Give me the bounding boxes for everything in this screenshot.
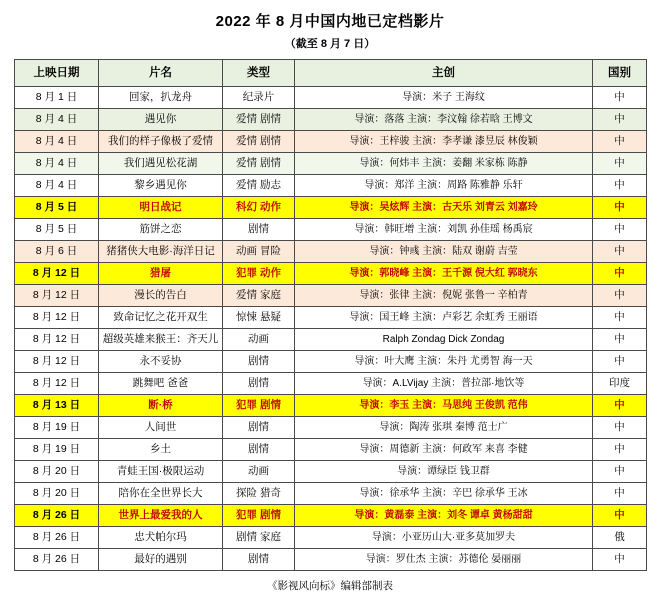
cell-date: 8 月 26 日 [15, 549, 99, 571]
cell-crew: 导演：郭晓峰 主演：王千源 倪大红 郭晓东 [295, 263, 593, 285]
cell-country: 中 [593, 461, 647, 483]
cell-film-name: 乡土 [99, 439, 223, 461]
cell-genre: 剧情 [223, 439, 295, 461]
table-row [15, 527, 647, 549]
page-subtitle: （截至 8 月 7 日） [284, 38, 376, 50]
cell-country: 中 [593, 285, 647, 307]
cell-film-name: 陪你在全世界长大 [99, 483, 223, 505]
cell-crew: 导演：张律 主演：倪妮 张鲁一 辛柏青 [295, 285, 593, 307]
cell-film-name: 忠犬帕尔玛 [99, 527, 223, 549]
cell-date: 8 月 4 日 [15, 153, 99, 175]
cell-country: 中 [593, 87, 647, 109]
cell-crew: 导演：郑洋 主演：周路 陈雅静 乐轩 [295, 175, 593, 197]
cell-crew: 导演：何炜丰 主演：姜翻 米家栋 陈静 [295, 153, 593, 175]
cell-film-name: 筋饼之恋 [99, 219, 223, 241]
cell-genre: 剧情 [223, 373, 295, 395]
cell-country: 中 [593, 153, 647, 175]
cell-genre: 动画 [223, 329, 295, 351]
cell-crew: 导演：钟彧 主演：陆双 谢蔚 吉莹 [295, 241, 593, 263]
column-header-type: 类型 [223, 60, 295, 87]
cell-crew: 导演：王梓骏 主演：李孝谦 漆昱辰 林俊颖 [295, 131, 593, 153]
cell-genre: 惊悚 悬疑 [223, 307, 295, 329]
cell-date: 8 月 12 日 [15, 307, 99, 329]
cell-country: 中 [593, 175, 647, 197]
cell-genre: 剧情 [223, 417, 295, 439]
table-row [15, 175, 647, 197]
cell-film-name: 跳舞吧 爸爸 [99, 373, 223, 395]
cell-film-name: 永不妥协 [99, 351, 223, 373]
table-row [15, 307, 647, 329]
table-row [15, 351, 647, 373]
cell-date: 8 月 12 日 [15, 263, 99, 285]
column-header-country: 国别 [593, 60, 647, 87]
cell-date: 8 月 13 日 [15, 395, 99, 417]
cell-film-name: 猪猪侠大电影·海洋日记 [99, 241, 223, 263]
cell-film-name: 断·桥 [99, 395, 223, 417]
cell-date: 8 月 26 日 [15, 527, 99, 549]
cell-film-name: 超级英雄来猴王：齐天儿 [99, 329, 223, 351]
cell-film-name: 黎乡遇见你 [99, 175, 223, 197]
cell-genre: 剧情 [223, 219, 295, 241]
cell-crew: 导演：谭绿臣 钱卫群 [295, 461, 593, 483]
cell-country: 中 [593, 197, 647, 219]
cell-crew: 导演：落落 主演：李汶翰 徐若晗 王博文 [295, 109, 593, 131]
cell-crew: 导演：罗仕杰 主演：苏德伦 晏丽丽 [295, 549, 593, 571]
cell-film-name: 我们遇见松花湖 [99, 153, 223, 175]
cell-date: 8 月 4 日 [15, 109, 99, 131]
cell-genre: 爱情 剧情 [223, 153, 295, 175]
cell-date: 8 月 12 日 [15, 285, 99, 307]
table-row [15, 329, 647, 351]
cell-country: 印度 [593, 373, 647, 395]
cell-date: 8 月 12 日 [15, 351, 99, 373]
page-title: 2022 年 8 月中国内地已定档影片 [215, 13, 445, 30]
cell-film-name: 我们的样子像极了爱情 [99, 131, 223, 153]
cell-crew: 导演：叶大鹰 主演：朱丹 尤勇智 海一天 [295, 351, 593, 373]
cell-crew: 导演：米子 王海纹 [295, 87, 593, 109]
cell-date: 8 月 20 日 [15, 483, 99, 505]
cell-genre: 动画 冒险 [223, 241, 295, 263]
cell-country: 中 [593, 351, 647, 373]
cell-date: 8 月 4 日 [15, 131, 99, 153]
cell-film-name: 致命记忆之花开双生 [99, 307, 223, 329]
cell-genre: 爱情 家庭 [223, 285, 295, 307]
table-row [15, 241, 647, 263]
cell-country: 中 [593, 307, 647, 329]
table-row [15, 417, 647, 439]
table-row [15, 505, 647, 527]
cell-crew: 导演：吴炫辉 主演：古天乐 刘青云 刘嘉玲 [295, 197, 593, 219]
cell-film-name: 青蛙王国·极限运动 [99, 461, 223, 483]
column-header-crew: 主创 [295, 60, 593, 87]
cell-crew: 导演：A.LVijay 主演：普拉部·地饮等 [295, 373, 593, 395]
cell-film-name: 遇见你 [99, 109, 223, 131]
table-row [15, 373, 647, 395]
cell-crew: 导演：李玉 主演：马思纯 王俊凯 范伟 [295, 395, 593, 417]
cell-film-name: 世界上最爱我的人 [99, 505, 223, 527]
column-header-date: 上映日期 [15, 60, 99, 87]
column-header-name: 片名 [99, 60, 223, 87]
table-row [15, 439, 647, 461]
cell-date: 8 月 5 日 [15, 197, 99, 219]
cell-film-name: 漫长的告白 [99, 285, 223, 307]
cell-country: 中 [593, 417, 647, 439]
cell-film-name: 猎屠 [99, 263, 223, 285]
cell-country: 中 [593, 263, 647, 285]
cell-country: 中 [593, 395, 647, 417]
cell-crew: 导演：国王峰 主演：卢彩艺 余虹秀 王丽语 [295, 307, 593, 329]
cell-genre: 爱情 剧情 [223, 131, 295, 153]
table-row [15, 395, 647, 417]
cell-country: 俄 [593, 527, 647, 549]
cell-crew: Ralph Zondag Dick Zondag [295, 329, 593, 351]
table-row [15, 197, 647, 219]
cell-date: 8 月 1 日 [15, 87, 99, 109]
cell-genre: 犯罪 剧情 [223, 395, 295, 417]
cell-crew: 导演：周德新 主演：何政军 来喜 李健 [295, 439, 593, 461]
table-row [15, 549, 647, 571]
cell-date: 8 月 5 日 [15, 219, 99, 241]
cell-crew: 导演：徐承华 主演：辛巴 徐承华 王冰 [295, 483, 593, 505]
cell-genre: 犯罪 剧情 [223, 505, 295, 527]
cell-genre: 犯罪 动作 [223, 263, 295, 285]
cell-country: 中 [593, 439, 647, 461]
cell-date: 8 月 20 日 [15, 461, 99, 483]
cell-genre: 爱情 剧情 [223, 109, 295, 131]
cell-country: 中 [593, 109, 647, 131]
film-schedule-table [14, 59, 647, 571]
cell-date: 8 月 19 日 [15, 417, 99, 439]
table-row [15, 131, 647, 153]
table-row [15, 87, 647, 109]
cell-date: 8 月 4 日 [15, 175, 99, 197]
cell-country: 中 [593, 483, 647, 505]
cell-film-name: 人间世 [99, 417, 223, 439]
cell-crew: 导演：韩旺增 主演：刘凯 孙佳瑶 杨禹宸 [295, 219, 593, 241]
cell-country: 中 [593, 505, 647, 527]
cell-country: 中 [593, 241, 647, 263]
cell-country: 中 [593, 219, 647, 241]
cell-date: 8 月 19 日 [15, 439, 99, 461]
cell-country: 中 [593, 549, 647, 571]
cell-crew: 导演：小亚历山大·亚多莫加罗夫 [295, 527, 593, 549]
table-row [15, 285, 647, 307]
cell-film-name: 最好的遇别 [99, 549, 223, 571]
cell-date: 8 月 12 日 [15, 329, 99, 351]
table-row [15, 483, 647, 505]
cell-country: 中 [593, 131, 647, 153]
table-header-row [15, 60, 647, 87]
cell-genre: 探险 猎奇 [223, 483, 295, 505]
cell-film-name: 明日战记 [99, 197, 223, 219]
table-row [15, 219, 647, 241]
cell-genre: 动画 [223, 461, 295, 483]
cell-genre: 科幻 动作 [223, 197, 295, 219]
table-row [15, 461, 647, 483]
cell-genre: 剧情 家庭 [223, 527, 295, 549]
cell-film-name: 回家，扒龙舟 [99, 87, 223, 109]
table-body [15, 87, 647, 571]
cell-genre: 剧情 [223, 351, 295, 373]
cell-crew: 导演：陶涛 张琪 秦博 范士广 [295, 417, 593, 439]
table-row [15, 109, 647, 131]
table-row [15, 153, 647, 175]
cell-date: 8 月 6 日 [15, 241, 99, 263]
table-header [15, 60, 647, 87]
cell-genre: 纪录片 [223, 87, 295, 109]
cell-crew: 导演：黄磊泰 主演：刘冬 谭卓 黄杨甜甜 [295, 505, 593, 527]
cell-date: 8 月 26 日 [15, 505, 99, 527]
table-row [15, 263, 647, 285]
footer-credit: 《影视风向标》编辑部制表 [267, 580, 393, 592]
cell-date: 8 月 12 日 [15, 373, 99, 395]
cell-genre: 剧情 [223, 549, 295, 571]
cell-genre: 爱情 励志 [223, 175, 295, 197]
cell-country: 中 [593, 329, 647, 351]
